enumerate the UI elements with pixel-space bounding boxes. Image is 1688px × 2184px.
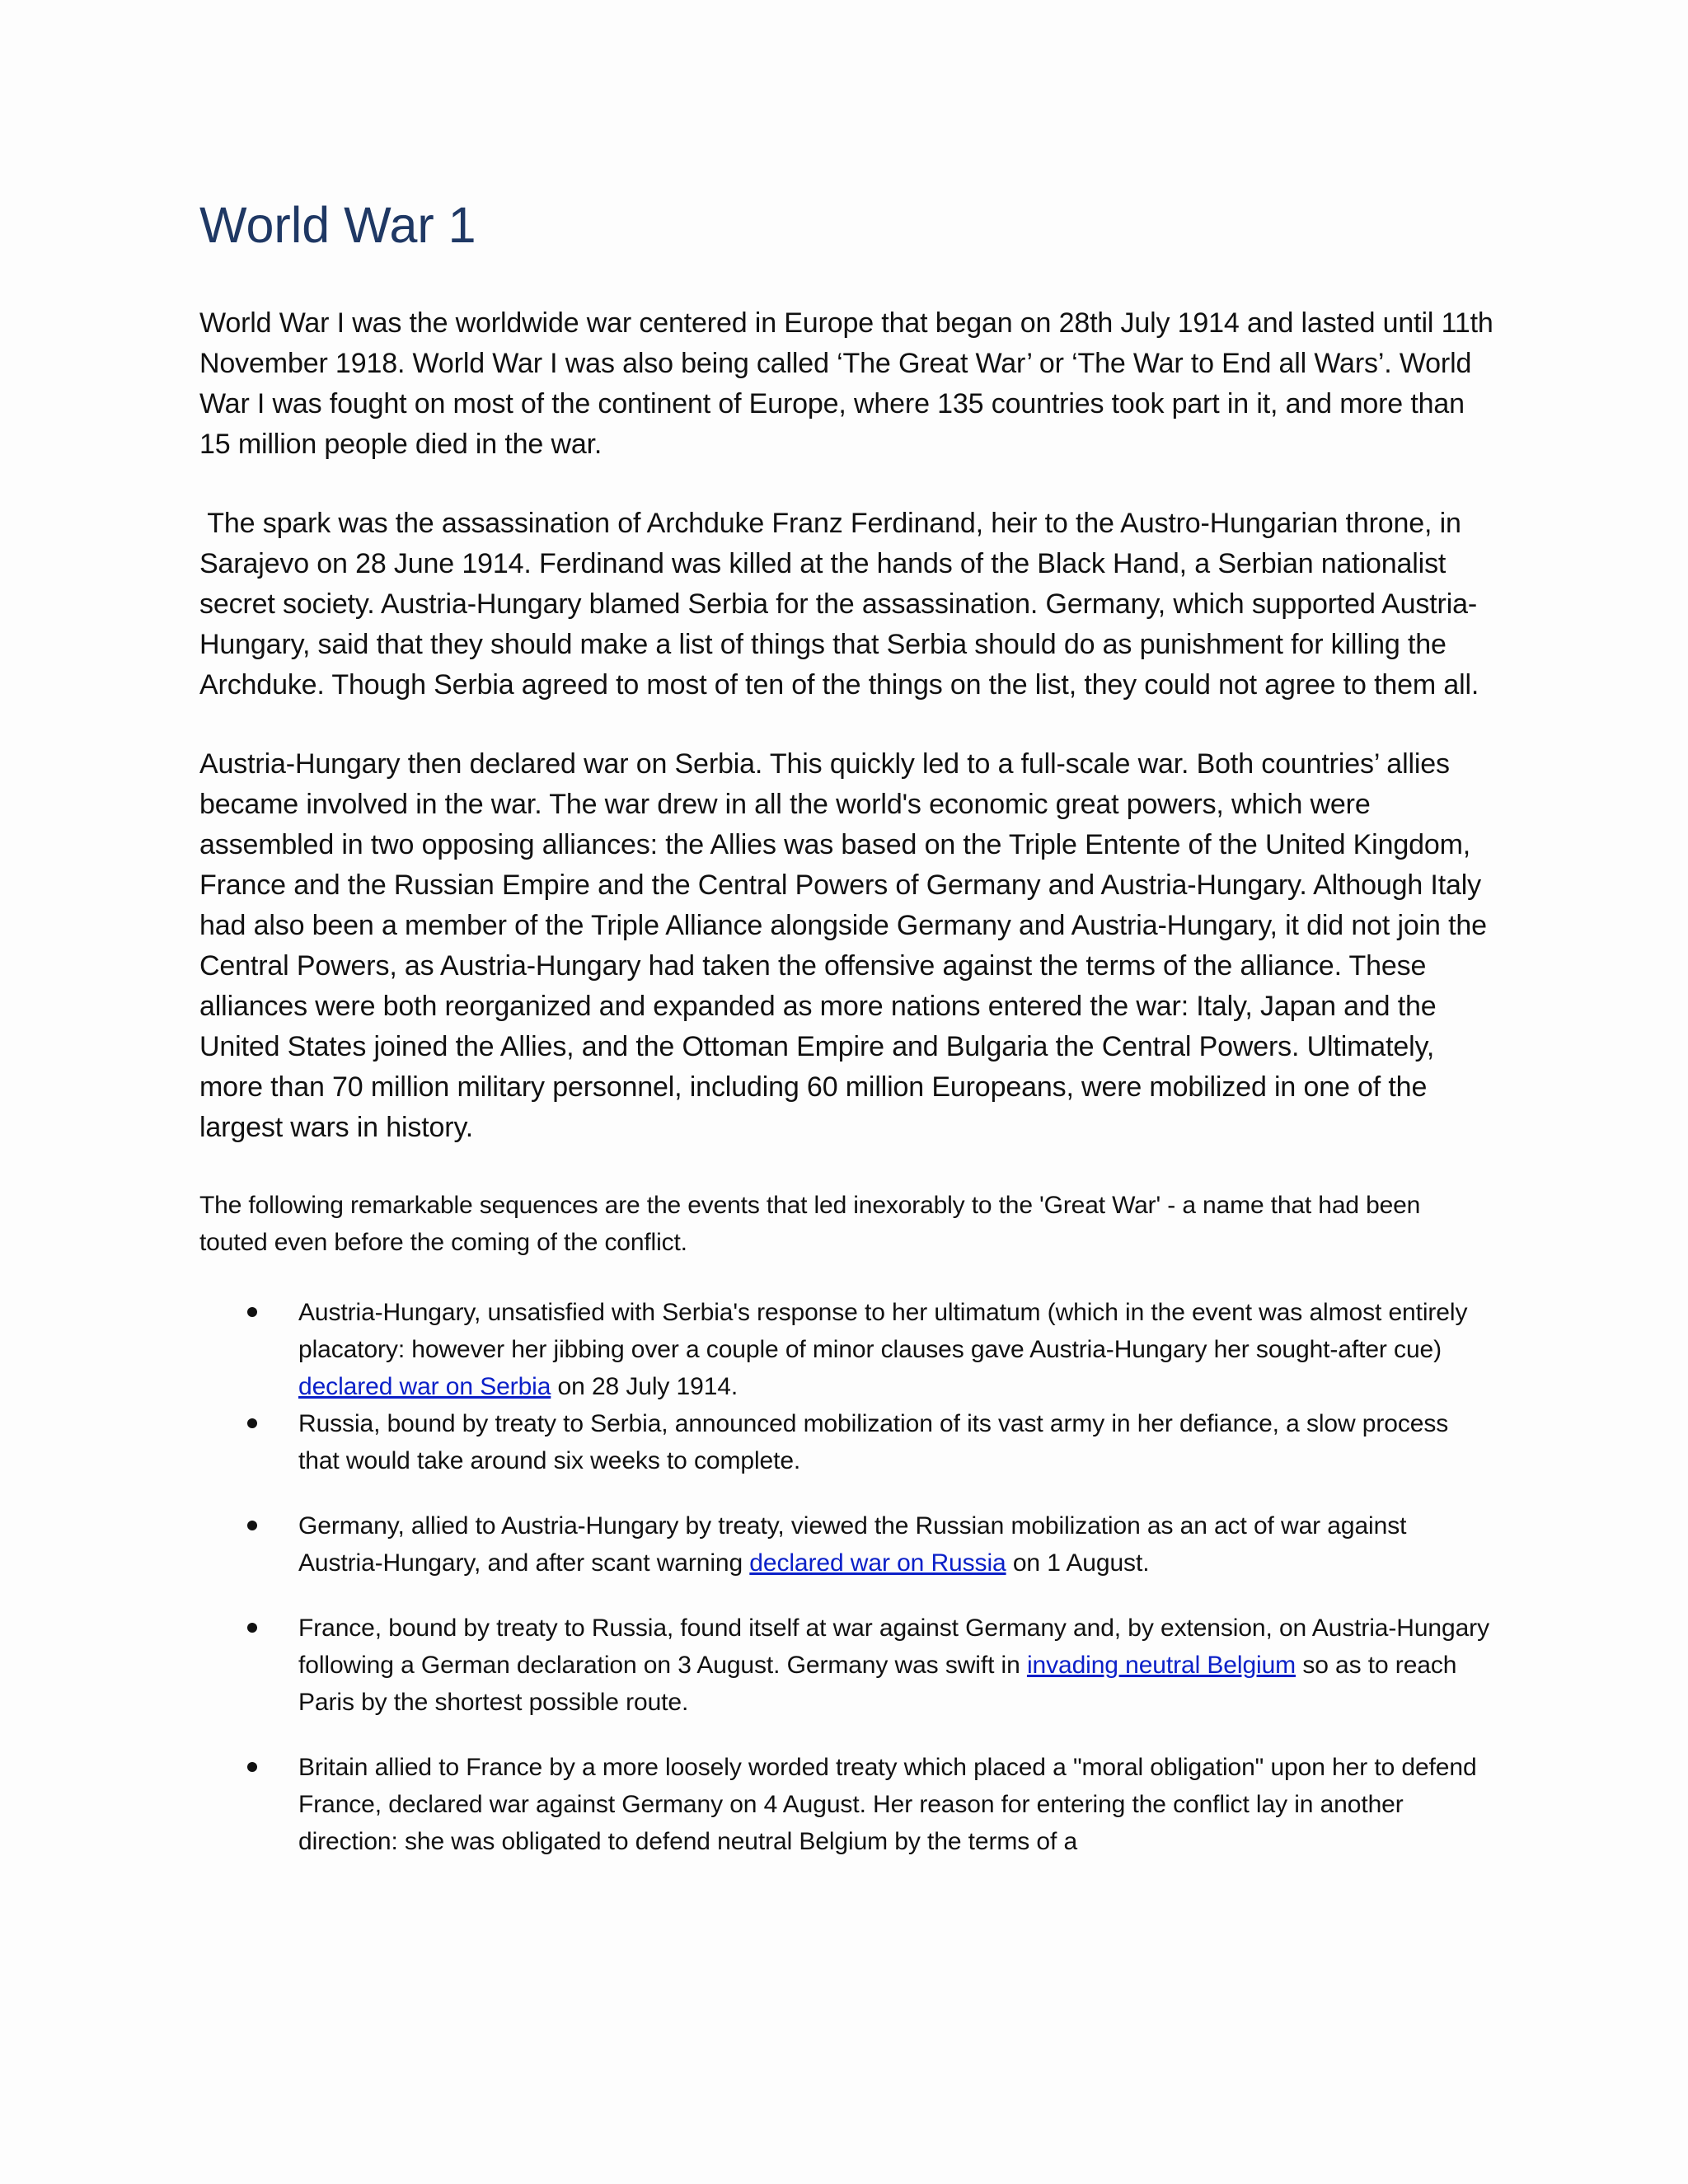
list-item-text: on 28 July 1914. [551,1373,738,1401]
link-invading-neutral-belgium[interactable]: invading neutral Belgium [1026,1652,1296,1680]
list-item [199,1405,1493,1479]
list-item [199,1749,1493,1860]
paragraph-alliances: Austria-Hungary then declared war on Serbia. This quickly led to a full-scale war. Both countries’ allies became involved in the war. The war drew in all the world's economic great powers, which were assembled in two opposing alliances: the Allies was based on the Triple Entente of the United Kingdom, France and the Russian Empire and the Central Powers of Germany and Austria-Hungary. Although Italy had also been a member of the Triple Alliance alongside Germany and Austria-Hungary, it did not join the Central Powers, as Austria-Hungary had taken the offensive against the terms of the alliance. These alliances were both reorganized and expanded as more nations entered the war: Italy, Japan and the United States joined the Allies, and the Ottoman Empire and Bulgaria the Central Powers. Ultimately, more than 70 million military personnel, including 60 million Europeans, were mobilized in one of the largest wars in history. [199,748,1487,1144]
page-title: World War 1 [199,197,476,253]
bullet-icon [247,1307,257,1317]
list-item [199,1507,1493,1582]
list-item-text: Russia, bound by treaty to Serbia, announced mobilization of its vast army in her defiance, a slow process that would take around six weeks to complete. [298,1410,1449,1475]
events-list [199,1294,1493,1860]
bullet-icon [247,1762,257,1772]
link-declared-war-on-russia[interactable]: declared war on Russia [749,1549,1006,1577]
list-item-text: Britain allied to France by a more loosely worded treaty which placed a "moral obligation" upon her to defend France, declared war against Germany on 4 August. Her reason for entering the conflict lay in another direction: she was obligated to defend neutral Belgium by the terms of a [298,1754,1477,1856]
document-body [199,196,1493,1860]
list-item-text: France, bound by treaty to Russia, found itself at war against Germany and, by extension, on Austria-Hungary following a German declaration on 3 August. Germany was swift in [298,1615,1489,1680]
paragraph-sequence-intro: The following remarkable sequences are the events that led inexorably to the 'Great War' - a name that had been touted even before the coming of the conflict. [199,1192,1421,1257]
bullet-icon [247,1623,257,1633]
paragraph-spark: The spark was the assassination of Archduke Franz Ferdinand, heir to the Austro-Hungarian throne, in Sarajevo on 28 June 1914. Ferdinand was killed at the hands of the Black Hand, a Serbian nationalist secret society. Austria-Hungary blamed Serbia for the assassination. Germany, which supported Austria-Hungary, said that they should make a list of things that Serbia should do as punishment for killing the Archduke. Though Serbia agreed to most of ten of the things on the list, they could not agree to them all. [199,508,1479,701]
list-item [199,1294,1493,1405]
bullet-icon [247,1418,257,1428]
link-declared-war-on-serbia[interactable]: declared war on Serbia [298,1373,551,1401]
list-item-text: Germany, allied to Austria-Hungary by treaty, viewed the Russian mobilization as an act of war against Austria-Hungary, and after scant warning [298,1512,1407,1577]
bullet-icon [247,1521,257,1530]
list-item-text: Austria-Hungary, unsatisfied with Serbia's response to her ultimatum (which in the event was almost entirely placatory: however her jibbing over a couple of minor clauses gave Austria-Hungary her sought-after cue) [298,1299,1468,1364]
list-item-text: on 1 August. [1006,1549,1150,1577]
list-item [199,1610,1493,1721]
paragraph-intro: World War I was the worldwide war centered in Europe that began on 28th July 1914 and lasted until 11th November 1918. World War I was also being called ‘The Great War’ or ‘The War to End all Wars’. World War I was fought on most of the continent of Europe, where 135 countries took part in it, and more than 15 million people died in the war. [199,307,1493,461]
list-item-text: so as to reach Paris by the shortest possible route. [298,1652,1457,1717]
